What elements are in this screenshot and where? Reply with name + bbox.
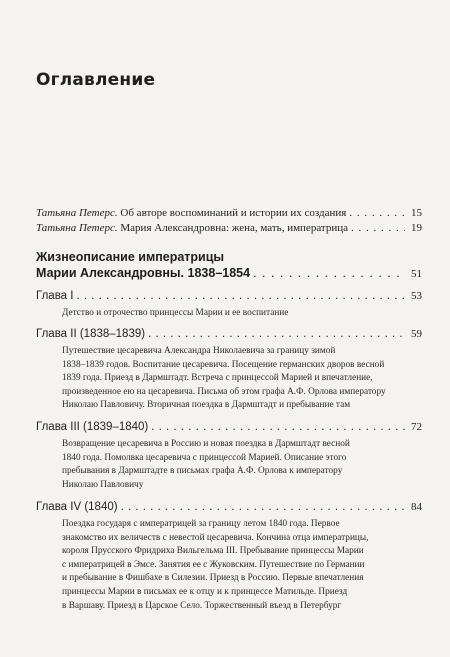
page-number: 53 bbox=[411, 290, 422, 302]
chapter-4-summary: Поездка государя с императрицей за границу летом 1840 года. Первое знакомство их величеств с невестой цесаревича. Кончина отца императрицы, короля Прусского Фридриха Вильгельма III. Пребывание принцессы Марии с императрицей в Эмсе. Занятия ее с Жуковским. Путешествие по Германии и пребывание в Фишбахе в Силезии. Приезд в Россию. Первые впечатления принцессы Марии в письмах ее к отцу и к принцессе Матильде. Приезд в Варшаву. Приезд в Царское Село. Торжественный въезд в Петербург bbox=[62, 519, 369, 611]
toc-chapter-3 bbox=[36, 421, 422, 433]
page-title: Оглавление bbox=[36, 70, 156, 90]
chapter-1-summary: Детство и отрочество принцессы Марии и ее воспитание bbox=[62, 308, 289, 318]
entry-title: Мария Александровна: жена, мать, императрица bbox=[117, 222, 349, 234]
dot-leader bbox=[76, 290, 405, 302]
section-title-line-1: Жизнеописание императрицы bbox=[36, 250, 225, 264]
toc-chapter-2 bbox=[36, 328, 422, 340]
section-title-line-2-row bbox=[36, 265, 422, 282]
page-number: 19 bbox=[411, 222, 422, 234]
toc-entry-intro-1 bbox=[36, 207, 422, 219]
toc-chapter-1 bbox=[36, 290, 422, 302]
chapter-3-summary: Возвращение цесаревича в Россию и новая поездка в Дармштадт весной 1840 года. Помолвка цесаревича с принцессой Марией. Описание этого пребывания в Дармштадте в письмах графа А.Ф. Орлова к императору Николаю Павловичу bbox=[62, 439, 350, 490]
toc-chapter-4 bbox=[36, 501, 422, 513]
chapter-title: Глава I bbox=[36, 290, 74, 302]
page-number: 84 bbox=[411, 501, 422, 513]
dot-leader bbox=[151, 421, 405, 433]
page-number: 59 bbox=[411, 328, 422, 340]
toc-entry-intro-2 bbox=[36, 222, 422, 234]
page-number: 51 bbox=[411, 268, 422, 280]
chapter-title: Глава III (1839–1840) bbox=[36, 421, 149, 433]
dot-leader bbox=[349, 207, 405, 219]
dot-leader bbox=[121, 501, 405, 513]
chapter-title: Глава II (1838–1839) bbox=[36, 328, 146, 340]
dot-leader bbox=[253, 265, 405, 281]
entry-author: Татьяна Петерс. bbox=[36, 222, 118, 234]
page-number: 15 bbox=[411, 207, 422, 219]
entry-author: Татьяна Петерс. bbox=[36, 207, 118, 219]
dot-leader bbox=[351, 222, 405, 234]
chapter-title: Глава IV (1840) bbox=[36, 501, 118, 513]
chapter-2-summary: Путешествие цесаревича Александра Николаевича за границу зимой 1838–1839 годов. Воспитание цесаревича. Посещение германских дворов весной 1839 года. Приезд в Дармштадт. Встреча с принцессой Марией и впечатление, произведенное ею на цесаревича. Письма об этом графа А.Ф. Орлова императору Николаю Павловичу. Вторичная поездка в Дармштадт и пребывание там bbox=[62, 346, 386, 411]
section-title-line-2: Марии Александровны. 1838–1854 bbox=[36, 266, 251, 280]
page-number: 72 bbox=[411, 421, 422, 433]
entry-title: Об авторе воспоминаний и истории их создания bbox=[117, 207, 347, 219]
dot-leader bbox=[148, 328, 405, 340]
